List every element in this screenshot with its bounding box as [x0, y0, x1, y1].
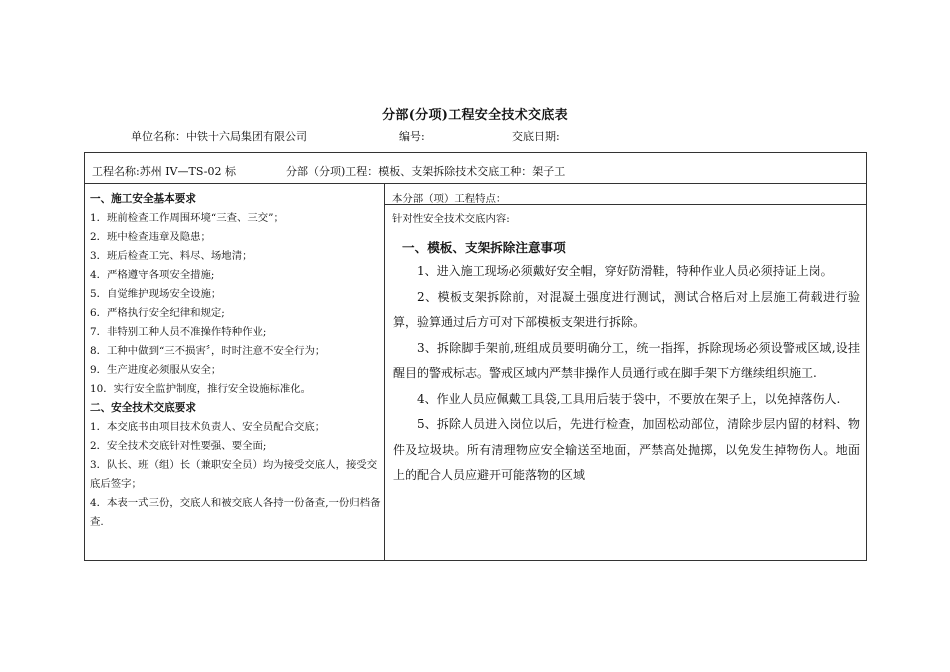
- list-item: 4．严格遵守各项安全措施;: [90, 269, 215, 281]
- features-label: 本分部（项）工程特点：: [385, 184, 866, 205]
- list-item: 3．班后检查工完、料尽、场地清；: [90, 250, 253, 262]
- list-item: 2．班中检查违章及隐患；: [90, 231, 211, 243]
- document-title: 分部(分项)工程安全技术交底表: [382, 108, 568, 123]
- paragraph: 2、模板支架拆除前，对混凝土强度进行测试，测试合格后对上层施工荷载进行验算，验算通过后方可对下部模板支架进行拆除。: [393, 289, 860, 329]
- paragraph: 5、拆除人员进入岗位以后，先进行检查，加固松动部位，清除步层内留的材料、物件及垃圾块。所有清理物应安全输送至地面，严禁高处抛掷，以免发生掉物伤人。地面上的配合人员应避开可能落物的区域: [393, 417, 860, 482]
- paragraph: 3、拆除脚手架前,班组成员要明确分工，统一指挥，拆除现场必须设警戒区域,设挂醒目的警戒标志。警戒区域内严禁非操作人员通行或在脚手架下方继续组织施工.: [393, 340, 860, 380]
- paragraph: 1、进入施工现场必须戴好安全帽，穿好防滑鞋，特种作业人员必须持证上岗。: [417, 264, 833, 278]
- list-item: 1．班前检查工作周围环境“三查、三交”；: [90, 212, 284, 224]
- list-item: 2．安全技术交底针对性要强、要全面;: [90, 440, 267, 452]
- list-item: 1．本交底书由项目技术负责人、安全员配合交底；: [90, 421, 326, 433]
- list-item: 7．非特别工种人员不准操作特种作业;: [90, 326, 267, 338]
- project-name: 工程名称:苏州 IV—TS-02 标: [92, 165, 236, 178]
- requirements-column: [85, 184, 385, 560]
- number-label: 编号:: [399, 130, 425, 143]
- list-item: 4．本表一式三份，交底人和被交底人各持一份备查,一份归档备查.: [90, 497, 381, 528]
- subproject-name: 分部（分项)工程：模板、支架拆除技术交底工种：架子工: [286, 165, 566, 178]
- handover-table: [84, 152, 867, 561]
- list-item: 3．队长、班（组）长（兼职安全员）均为接受交底人，接受交底后签字；: [90, 459, 378, 490]
- content-column: [385, 184, 866, 560]
- section-heading: 一、施工安全基本要求: [90, 193, 196, 205]
- paragraph: 4、作业人员应佩戴工具袋,工具用后装于袋中，不要放在架子上，以免掉落伤人.: [417, 391, 841, 406]
- project-info-row: [85, 153, 866, 184]
- date-label: 交底日期:: [512, 130, 560, 143]
- list-item: 6．严格执行安全纪律和规定;: [90, 307, 225, 319]
- subsection-title: 一、模板、支架拆除注意事项: [402, 240, 566, 255]
- list-item: 10．实行安全监护制度，推行安全设施标准化。: [90, 383, 312, 395]
- targeted-content-label: 针对性安全技术交底内容:: [392, 213, 510, 225]
- list-item: 8．工种中做到“三不损害〞，时时注意不安全行为；: [90, 345, 326, 357]
- unit-name-label: 单位名称：中铁十六局集团有限公司: [131, 130, 307, 143]
- section-heading: 二、安全技术交底要求: [90, 402, 196, 414]
- list-item: 9．生产进度必须服从安全；: [90, 364, 222, 376]
- list-item: 5．自觉维护现场安全设施；: [90, 288, 222, 300]
